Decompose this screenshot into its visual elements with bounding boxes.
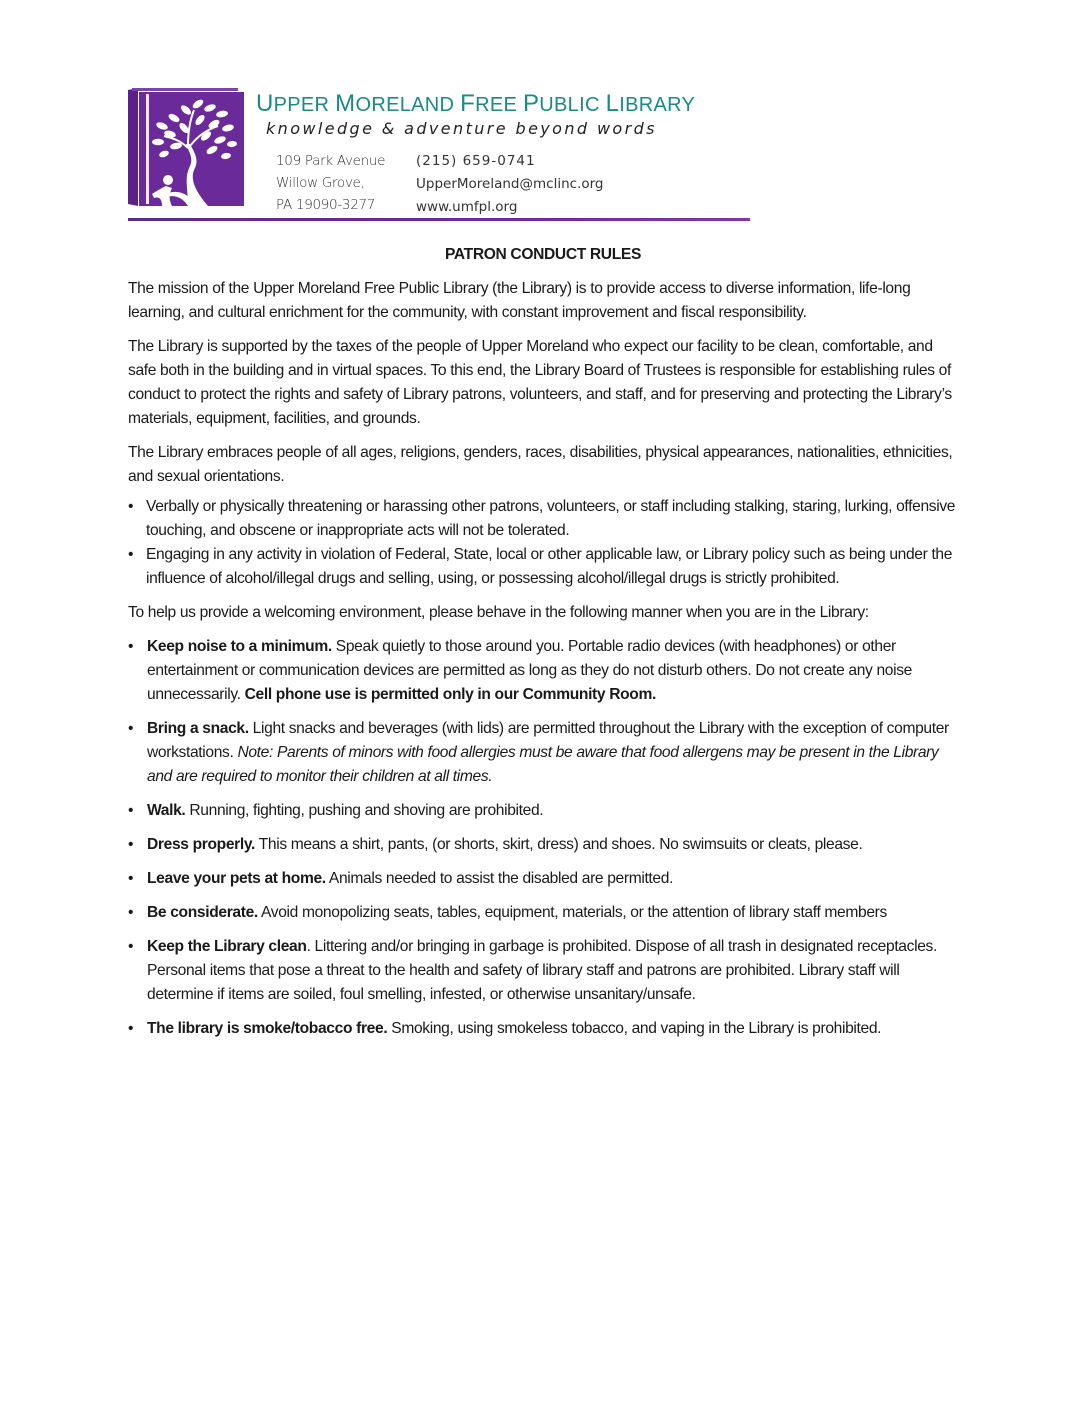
list-item: • Engaging in any activity in violation of Federal, State, local or other applicable law, or Library policy such as being under the influence of alcohol/illegal drugs and selling, using, or possessing alcohol/illegal drugs is strictly prohibited. [128, 543, 958, 591]
bullet-icon: • [128, 638, 134, 655]
email-address[interactable]: UpperMoreland@mclinc.org [416, 176, 604, 192]
intro-paragraph: To help us provide a welcoming environment, please behave in the following manner when you are in the Library: [128, 604, 869, 621]
rule-item-considerate: • Be considerate. Avoid monopolizing seats, tables, equipment, materials, or the attention of library staff members [128, 901, 958, 925]
library-name: UPPER MORELAND FREE PUBLIC LIBRARY [256, 90, 696, 117]
bullet-icon: • [128, 904, 134, 921]
rule-heading: The library is smoke/tobacco free. [147, 1020, 388, 1037]
address-line: Willow Grove, [276, 175, 365, 191]
phone-number: (215) 659-0741 [416, 153, 536, 169]
rule-heading: Be considerate. [147, 904, 258, 921]
rule-heading: Keep noise to a minimum. [147, 638, 332, 655]
page-title: PATRON CONDUCT RULES [445, 246, 641, 263]
conduct-rules-list [128, 635, 958, 1041]
prohibited-list [128, 495, 958, 591]
bullet-icon: • [128, 546, 134, 563]
website-link[interactable]: www.umfpl.org [416, 199, 518, 215]
support-paragraph: The Library is supported by the taxes of the people of Upper Moreland who expect our facility to be clean, comfortable, and safe both in the building and in virtual spaces. To this end, the Library Board of Trustees is responsible for establishing rules of conduct to protect the rights and safety of Library patrons, volunteers, and staff, and for preserving and protecting the Library’s materials, equipment, facilities, and grounds. [128, 338, 952, 427]
bullet-icon: • [128, 836, 134, 853]
bullet-icon: • [128, 498, 134, 515]
rule-heading: Dress properly. [147, 836, 255, 853]
list-item: • Verbally or physically threatening or harassing other patrons, volunteers, or staff including stalking, staring, lurking, offensive touching, and obscene or inappropriate acts will not be tolerated. [128, 495, 958, 543]
rule-item-dress: • Dress properly. This means a shirt, pants, (or shorts, skirt, dress) and shoes. No swimsuits or cleats, please. [128, 833, 958, 857]
bullet-icon: • [128, 938, 134, 955]
address-block [276, 150, 385, 216]
rule-item-smoke-free: • The library is smoke/tobacco free. Smoking, using smokeless tobacco, and vaping in the Library is prohibited. [128, 1017, 958, 1041]
rule-heading: Leave your pets at home. [147, 870, 326, 887]
rule-item-pets: • Leave your pets at home. Animals needed to assist the disabled are permitted. [128, 867, 958, 891]
rule-item-noise: • Keep noise to a minimum. Speak quietly to those around you. Portable radio devices (with headphones) or other entertainment or communication devices are permitted as long as they do not disturb others. Do not create any noise unnecessarily. Cell phone use is permitted only in our Community Room. [128, 635, 958, 707]
rule-item-walk: • Walk. Running, fighting, pushing and shoving are prohibited. [128, 799, 958, 823]
mission-paragraph: The mission of the Upper Moreland Free Public Library (the Library) is to provide access to diverse information, life-long learning, and cultural enrichment for the community, with constant improvement and fiscal responsibility. [128, 280, 911, 321]
rule-heading: Keep the Library clean [147, 938, 307, 955]
bullet-icon: • [128, 1020, 134, 1037]
contact-block [416, 150, 603, 219]
tagline: knowledge & adventure beyond words [266, 119, 657, 138]
inclusion-paragraph: The Library embraces people of all ages, religions, genders, races, disabilities, physical appearances, nationalities, ethnicities, and sexual orientations. [128, 444, 953, 485]
rule-heading: Bring a snack. [147, 720, 249, 737]
rule-item-clean: • Keep the Library clean. Littering and/or bringing in garbage is prohibited. Dispose of all trash in designated receptacles. Personal items that pose a threat to the health and safety of library staff and patrons are prohibited. Library staff will determine if items are soiled, foul smelling, infested, or otherwise unsanitary/unsafe. [128, 935, 958, 1007]
rule-heading: Walk. [147, 802, 186, 819]
letterhead [128, 88, 750, 222]
rule-item-snack: • Bring a snack. Light snacks and beverages (with lids) are permitted throughout the Library with the exception of computer workstations. Note: Parents of minors with food allergies must be aware that food allergens may be present in the Library and are required to monitor their children at all times. [128, 717, 958, 789]
document-body [128, 243, 958, 1051]
address-line: 109 Park Avenue [276, 153, 386, 169]
tree-book-logo-icon [128, 88, 244, 206]
header-divider [128, 218, 750, 221]
bullet-icon: • [128, 870, 134, 887]
address-line: PA 19090-3277 [276, 197, 376, 213]
bullet-icon: • [128, 802, 134, 819]
bullet-icon: • [128, 720, 134, 737]
